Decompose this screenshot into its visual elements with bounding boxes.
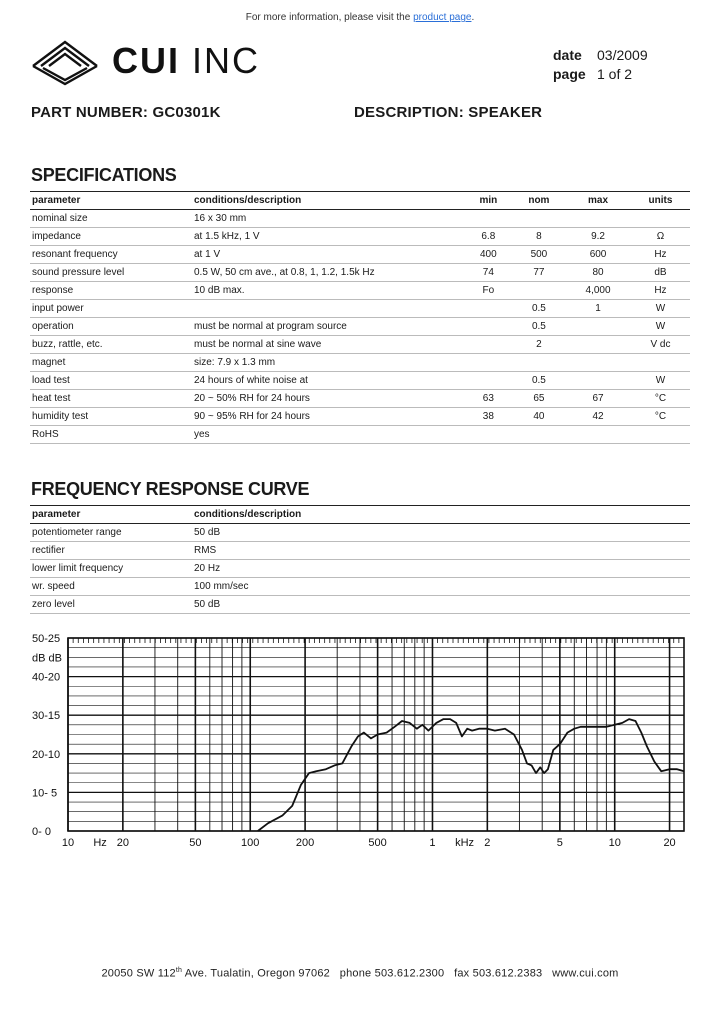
footer-address-sup: th xyxy=(175,967,183,974)
x-tick-label: 500 xyxy=(368,837,387,849)
table-cell: potentiometer range xyxy=(30,524,192,542)
table-row xyxy=(30,318,690,336)
table-cell: must be normal at program source xyxy=(192,318,464,336)
table-cell: zero level xyxy=(30,596,192,614)
x-tick-label: 50 xyxy=(189,837,202,849)
table-cell: 9.2 xyxy=(565,228,629,246)
table-cell xyxy=(565,210,629,228)
table-cell: 10 dB max. xyxy=(192,282,464,300)
table-cell xyxy=(464,336,511,354)
table-cell xyxy=(192,300,464,318)
table-cell xyxy=(629,354,690,372)
part-number-value: GC0301K xyxy=(152,104,221,121)
table-row xyxy=(30,560,690,578)
table-cell: 6.8 xyxy=(464,228,511,246)
date-block xyxy=(553,46,648,84)
table-cell: 0.5 xyxy=(511,372,566,390)
table-cell: 20 Hz xyxy=(192,560,464,578)
frequency-response-heading: FREQUENCY RESPONSE CURVE xyxy=(31,479,310,499)
column-spacer xyxy=(464,506,690,524)
brand-name-thin: INC xyxy=(192,40,261,81)
table-cell: 16 x 30 mm xyxy=(192,210,464,228)
table-cell: at 1.5 kHz, 1 V xyxy=(192,228,464,246)
column-header: min xyxy=(464,192,511,210)
column-header: conditions/description xyxy=(192,506,464,524)
y-tick-label: 50-25 xyxy=(32,633,61,645)
table-cell: 400 xyxy=(464,246,511,264)
part-number-label: PART NUMBER: xyxy=(31,104,149,121)
table-cell xyxy=(464,210,511,228)
table-cell: nominal size xyxy=(30,210,192,228)
table-cell xyxy=(565,426,629,444)
table-cell: response xyxy=(30,282,192,300)
y-tick-label: 30-15 xyxy=(32,710,61,723)
table-cell: 100 mm/sec xyxy=(192,578,464,596)
response-curve xyxy=(258,719,684,831)
table-cell-spacer xyxy=(464,596,690,614)
page-value: 1 of 2 xyxy=(597,66,633,82)
x-tick-label: 100 xyxy=(241,837,260,849)
x-tick-label: 2 xyxy=(484,837,491,849)
table-cell: operation xyxy=(30,318,192,336)
y-tick-label: 20-10 xyxy=(32,748,61,761)
table-row xyxy=(30,246,690,264)
date-label: date xyxy=(553,47,582,63)
table-cell: size: 7.9 x 1.3 mm xyxy=(192,354,464,372)
table-cell: 42 xyxy=(565,408,629,426)
table-cell: °C xyxy=(629,390,690,408)
table-cell: 0.5 xyxy=(511,318,566,336)
table-cell: W xyxy=(629,318,690,336)
table-cell: 77 xyxy=(511,264,566,282)
table-cell: 1 xyxy=(565,300,629,318)
table-cell-spacer xyxy=(464,524,690,542)
description xyxy=(354,104,542,121)
footer-address-rest: Ave. Tualatin, Oregon 97062 xyxy=(182,967,330,980)
frequency-response-chart xyxy=(30,632,686,850)
table-cell-spacer xyxy=(464,560,690,578)
table-row xyxy=(30,282,690,300)
company-logo xyxy=(30,36,270,86)
table-cell: 8 xyxy=(511,228,566,246)
table-cell xyxy=(629,426,690,444)
x-tick-label: 200 xyxy=(295,837,315,849)
specifications-table xyxy=(30,191,690,444)
table-cell: RoHS xyxy=(30,426,192,444)
table-cell: RMS xyxy=(192,542,464,560)
x-tick-label: 20 xyxy=(116,837,129,849)
page-label: page xyxy=(553,66,586,82)
table-cell xyxy=(565,336,629,354)
table-cell: 67 xyxy=(565,390,629,408)
table-cell: heat test xyxy=(30,390,192,408)
table-cell: 65 xyxy=(511,390,566,408)
table-cell: resonant frequency xyxy=(30,246,192,264)
x-tick-label: 20 xyxy=(663,837,676,849)
table-cell: input power xyxy=(30,300,192,318)
y-tick-label: 0- 0 xyxy=(32,826,51,838)
column-header: parameter xyxy=(30,506,192,524)
table-cell: 2 xyxy=(511,336,566,354)
table-cell-spacer xyxy=(464,542,690,560)
table-row xyxy=(30,336,690,354)
table-cell: buzz, rattle, etc. xyxy=(30,336,192,354)
date-value: 03/2009 xyxy=(597,47,648,63)
specifications-heading: SPECIFICATIONS xyxy=(31,165,177,185)
table-cell xyxy=(464,318,511,336)
table-cell: 500 xyxy=(511,246,566,264)
table-row xyxy=(30,524,690,542)
table-cell-spacer xyxy=(464,578,690,596)
footer-fax: fax 503.612.2383 xyxy=(454,967,543,980)
column-header: nom xyxy=(511,192,566,210)
brand-name xyxy=(112,40,260,82)
footer-web-link[interactable]: www.cui.com xyxy=(552,967,619,980)
table-cell: rectifier xyxy=(30,542,192,560)
table-cell: W xyxy=(629,372,690,390)
table-cell xyxy=(565,354,629,372)
y-tick-label: 10- 5 xyxy=(32,787,58,800)
table-row xyxy=(30,426,690,444)
table-cell: 0.5 xyxy=(511,300,566,318)
freq-header-row xyxy=(30,506,690,524)
top-note-text: For more information, please visit the xyxy=(245,12,411,23)
top-note xyxy=(0,12,720,23)
table-cell: 50 dB xyxy=(192,596,464,614)
table-cell: dB xyxy=(629,264,690,282)
table-row xyxy=(30,264,690,282)
column-header: parameter xyxy=(30,192,192,210)
table-cell xyxy=(464,354,511,372)
top-note-end: . xyxy=(471,12,475,23)
table-cell: lower limit frequency xyxy=(30,560,192,578)
table-cell: Hz xyxy=(629,282,690,300)
table-cell: °C xyxy=(629,408,690,426)
column-header: max xyxy=(565,192,629,210)
table-cell: load test xyxy=(30,372,192,390)
table-row xyxy=(30,228,690,246)
x-tick-label: 1 xyxy=(429,837,436,849)
table-row xyxy=(30,542,690,560)
table-row xyxy=(30,578,690,596)
x-tick-label: 10 xyxy=(608,837,621,849)
table-cell xyxy=(565,318,629,336)
table-cell: 50 dB xyxy=(192,524,464,542)
table-cell: wr. speed xyxy=(30,578,192,596)
table-cell: Fo xyxy=(464,282,511,300)
table-cell: yes xyxy=(192,426,464,444)
table-cell: at 1 V xyxy=(192,246,464,264)
table-cell: V dc xyxy=(629,336,690,354)
table-cell: 20 ~ 50% RH for 24 hours xyxy=(192,390,464,408)
table-cell: magnet xyxy=(30,354,192,372)
footer xyxy=(0,967,720,980)
table-cell xyxy=(511,282,566,300)
table-row xyxy=(30,390,690,408)
table-row xyxy=(30,354,690,372)
table-cell: 600 xyxy=(565,246,629,264)
table-cell xyxy=(464,426,511,444)
spec-header-row xyxy=(30,192,690,210)
x-tick-label: kHz xyxy=(455,837,475,849)
table-cell xyxy=(464,300,511,318)
table-cell: impedance xyxy=(30,228,192,246)
table-row xyxy=(30,596,690,614)
table-cell: 63 xyxy=(464,390,511,408)
frequency-table xyxy=(30,505,690,614)
table-cell: 0.5 W, 50 cm ave., at 0.8, 1, 1.2, 1.5k Hz xyxy=(192,264,464,282)
table-row xyxy=(30,210,690,228)
table-cell: 24 hours of white noise at xyxy=(192,372,464,390)
x-tick-label: 10 xyxy=(61,837,75,849)
x-tick-label: Hz xyxy=(93,837,107,849)
table-cell: Hz xyxy=(629,246,690,264)
y-tick-label: dB dB xyxy=(32,652,62,665)
table-cell xyxy=(511,426,566,444)
table-cell xyxy=(511,354,566,372)
brand-name-bold: CUI xyxy=(112,40,180,81)
table-cell: 4,000 xyxy=(565,282,629,300)
table-cell: 80 xyxy=(565,264,629,282)
table-cell xyxy=(511,210,566,228)
table-row xyxy=(30,300,690,318)
description-value: SPEAKER xyxy=(468,104,543,121)
y-tick-label: 40-20 xyxy=(32,671,61,684)
table-cell xyxy=(565,372,629,390)
table-cell: W xyxy=(629,300,690,318)
table-cell: Ω xyxy=(629,228,690,246)
product-page-link[interactable]: product page xyxy=(413,12,472,23)
table-cell: 38 xyxy=(464,408,511,426)
footer-phone: phone 503.612.2300 xyxy=(339,967,445,980)
table-cell: 90 ~ 95% RH for 24 hours xyxy=(192,408,464,426)
table-row xyxy=(30,408,690,426)
table-cell xyxy=(464,372,511,390)
table-cell: humidity test xyxy=(30,408,192,426)
column-header: units xyxy=(629,192,690,210)
table-cell: 40 xyxy=(511,408,566,426)
column-header: conditions/description xyxy=(192,192,464,210)
part-number xyxy=(31,104,221,121)
description-label: DESCRIPTION: xyxy=(354,104,464,121)
table-cell: must be normal at sine wave xyxy=(192,336,464,354)
table-cell xyxy=(629,210,690,228)
x-tick-label: 5 xyxy=(556,837,563,849)
cui-logo-icon xyxy=(30,36,100,86)
table-cell: 74 xyxy=(464,264,511,282)
footer-address: 20050 SW 112 xyxy=(101,967,176,980)
table-cell: sound pressure level xyxy=(30,264,192,282)
table-row xyxy=(30,372,690,390)
